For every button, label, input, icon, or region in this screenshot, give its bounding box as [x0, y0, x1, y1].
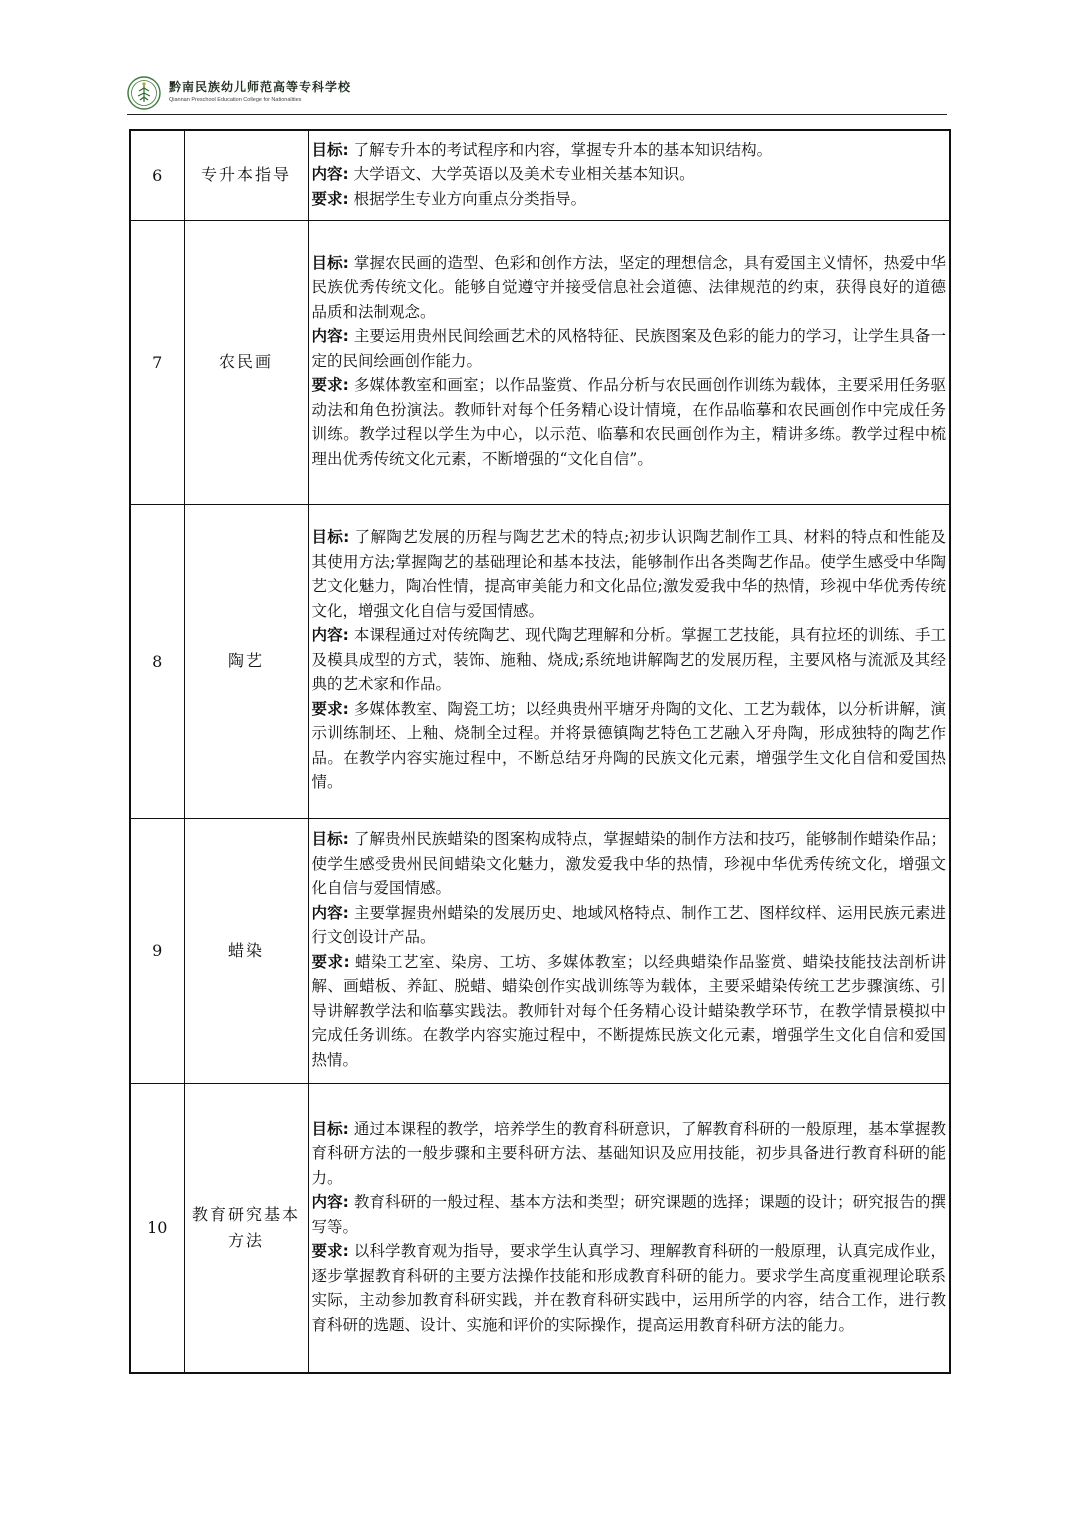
- requirement-label: 要求:: [311, 1242, 349, 1260]
- course-number: 8: [130, 504, 184, 818]
- table-row: [130, 1083, 950, 1373]
- goal-text: 了解陶艺发展的历程与陶艺艺术的特点;初步认识陶艺制作工具、材料的特点和性能及其使用方法;掌握陶艺的基础理论和基本技法，能够制作出各类陶艺作品。使学生感受中华陶艺文化魅力，陶冶性情，提高审美能力和文化品位;激发爱我中华的热情，珍视中华优秀传统文化，增强文化自信与爱国情感。: [311, 528, 946, 620]
- header-divider: [127, 114, 947, 115]
- course-name: 农民画: [184, 220, 308, 504]
- requirement-text: 多媒体教室和画室；以作品鉴赏、作品分析与农民画创作训练为载体，主要采用任务驱动法和角色扮演法。教师针对每个任务精心设计情境，在作品临摹和农民画创作中完成任务训练。教学过程以学生为中心，以示范、临摹和农民画创作为主，精讲多练。教学过程中梳理出优秀传统文化元素，不断增强的“文化自信”。: [311, 376, 946, 468]
- table-row: [130, 818, 950, 1083]
- content-text: 教育科研的一般过程、基本方法和类型；研究课题的选择；课题的设计；研究报告的撰写等。: [311, 1193, 946, 1236]
- course-name: 蜡染: [184, 818, 308, 1083]
- course-requirement: [312, 697, 947, 795]
- content-label: 内容:: [311, 165, 349, 183]
- content-label: 内容:: [311, 626, 349, 645]
- course-content: [312, 623, 947, 697]
- content-text: 大学语文、大学英语以及美术专业相关基本知识。: [353, 165, 695, 183]
- table-row: [130, 504, 950, 818]
- course-description: [308, 220, 950, 504]
- course-content: [312, 901, 947, 950]
- goal-text: 掌握农民画的造型、色彩和创作方法，坚定的理想信念，具有爱国主义情怀，热爱中华民族优秀传统文化。能够自觉遵守并接受信息社会道德、法律规范的约束，获得良好的道德品质和法制观念。: [311, 253, 946, 321]
- course-content: [312, 324, 947, 373]
- course-table: [129, 129, 951, 1374]
- course-name: 专升本指导: [184, 130, 308, 220]
- course-name: 陶艺: [184, 504, 308, 818]
- course-description: [308, 1083, 950, 1373]
- school-logo-icon: [127, 76, 161, 110]
- school-name: 黔南民族幼儿师范高等专科学校: [169, 80, 352, 94]
- course-description: [308, 818, 950, 1083]
- goal-label: 目标:: [311, 1119, 349, 1138]
- content-label: 内容:: [311, 903, 349, 922]
- course-goal: [312, 251, 947, 325]
- goal-text: 了解贵州民族蜡染的图案构成特点，掌握蜡染的制作方法和技巧，能够制作蜡染作品；使学生感受贵州民间蜡染文化魅力，激发爱我中华的热情，珍视中华优秀传统文化，增强文化自信与爱国情感。: [311, 830, 946, 897]
- course-requirement: [312, 373, 947, 471]
- requirement-text: 蜡染工艺室、染房、工坊、多媒体教室；以经典蜡染作品鉴赏、蜡染技能技法剖析讲解、画蜡板、养缸、脱蜡、蜡染创作实战训练等为载体，主要采蜡染传统工艺步骤演练、引导讲解教学法和临摹实践法。教师针对每个任务精心设计蜡染教学环节，在教学情景模拟中完成任务训练。在教学内容实施过程中，不断提炼民族文化元素，增强学生文化自信和爱国热情。: [311, 952, 946, 1069]
- requirement-label: 要求:: [311, 699, 349, 718]
- requirement-label: 要求:: [311, 952, 350, 971]
- page-header: [127, 70, 947, 116]
- course-goal: [312, 827, 947, 901]
- course-content: [312, 1190, 947, 1239]
- course-number: 6: [130, 130, 184, 220]
- school-name-en: Qiannan Preschool Education College for Nationalities: [169, 97, 302, 103]
- requirement-text: 根据学生专业方向重点分类指导。: [353, 189, 587, 208]
- content-label: 内容:: [311, 1193, 349, 1211]
- table-row: [130, 220, 950, 504]
- goal-label: 目标:: [311, 140, 349, 159]
- course-description: [308, 504, 950, 818]
- content-text: 主要运用贵州民间绘画艺术的风格特征、民族图案及色彩的能力的学习，让学生具备一定的民间绘画创作能力。: [311, 327, 946, 370]
- course-number: 9: [130, 818, 184, 1083]
- course-goal: [312, 138, 947, 163]
- content-text: 主要掌握贵州蜡染的发展历史、地域风格特点、制作工艺、图样纹样、运用民族元素进行文创设计产品。: [311, 903, 946, 946]
- course-name: 教育研究基本方法: [184, 1083, 308, 1373]
- requirement-text: 多媒体教室、陶瓷工坊；以经典贵州平塘牙舟陶的文化、工艺为载体，以分析讲解，演示训练制坯、上釉、烧制全过程。并将景德镇陶艺特色工艺融入牙舟陶，形成独特的陶艺作品。在教学内容实施过程中，不断总结牙舟陶的民族文化元素，增强学生文化自信和爱国热情。: [311, 699, 946, 792]
- goal-label: 目标:: [311, 528, 350, 547]
- goal-label: 目标:: [311, 830, 349, 848]
- course-number: 10: [130, 1083, 184, 1373]
- course-number: 7: [130, 220, 184, 504]
- requirement-text: 以科学教育观为指导，要求学生认真学习、理解教育科研的一般原理，认真完成作业，逐步掌握教育科研的主要方法操作技能和形成教育科研的能力。要求学生高度重视理论联系实际，主动参加教育科研实践，并在教育科研实践中，运用所学的内容，结合工作，进行教育科研的选题、设计、实施和评价的实际操作，提高运用教育科研方法的能力。: [311, 1242, 946, 1334]
- course-requirement: [312, 187, 947, 212]
- goal-text: 通过本课程的教学，培养学生的教育科研意识，了解教育科研的一般原理，基本掌握教育科研方法的一般步骤和主要科研方法、基础知识及应用技能，初步具备进行教育科研的能力。: [311, 1119, 946, 1187]
- course-goal: [312, 525, 947, 623]
- requirement-label: 要求:: [311, 376, 349, 395]
- content-text: 本课程通过对传统陶艺、现代陶艺理解和分析。掌握工艺技能，具有拉坯的训练、手工及模具成型的方式，装饰、施釉、烧成;系统地讲解陶艺的发展历程，主要风格与流派及其经典的艺术家和作品。: [311, 626, 946, 694]
- content-label: 内容:: [311, 327, 349, 346]
- course-requirement: [312, 1239, 947, 1337]
- course-goal: [312, 1117, 947, 1191]
- goal-text: 了解专升本的考试程序和内容，掌握专升本的基本知识结构。: [353, 140, 773, 159]
- table-row: [130, 130, 950, 220]
- goal-label: 目标:: [311, 253, 349, 272]
- course-description: [308, 130, 950, 220]
- course-content: [312, 162, 947, 187]
- requirement-label: 要求:: [311, 189, 349, 208]
- course-requirement: [312, 950, 947, 1073]
